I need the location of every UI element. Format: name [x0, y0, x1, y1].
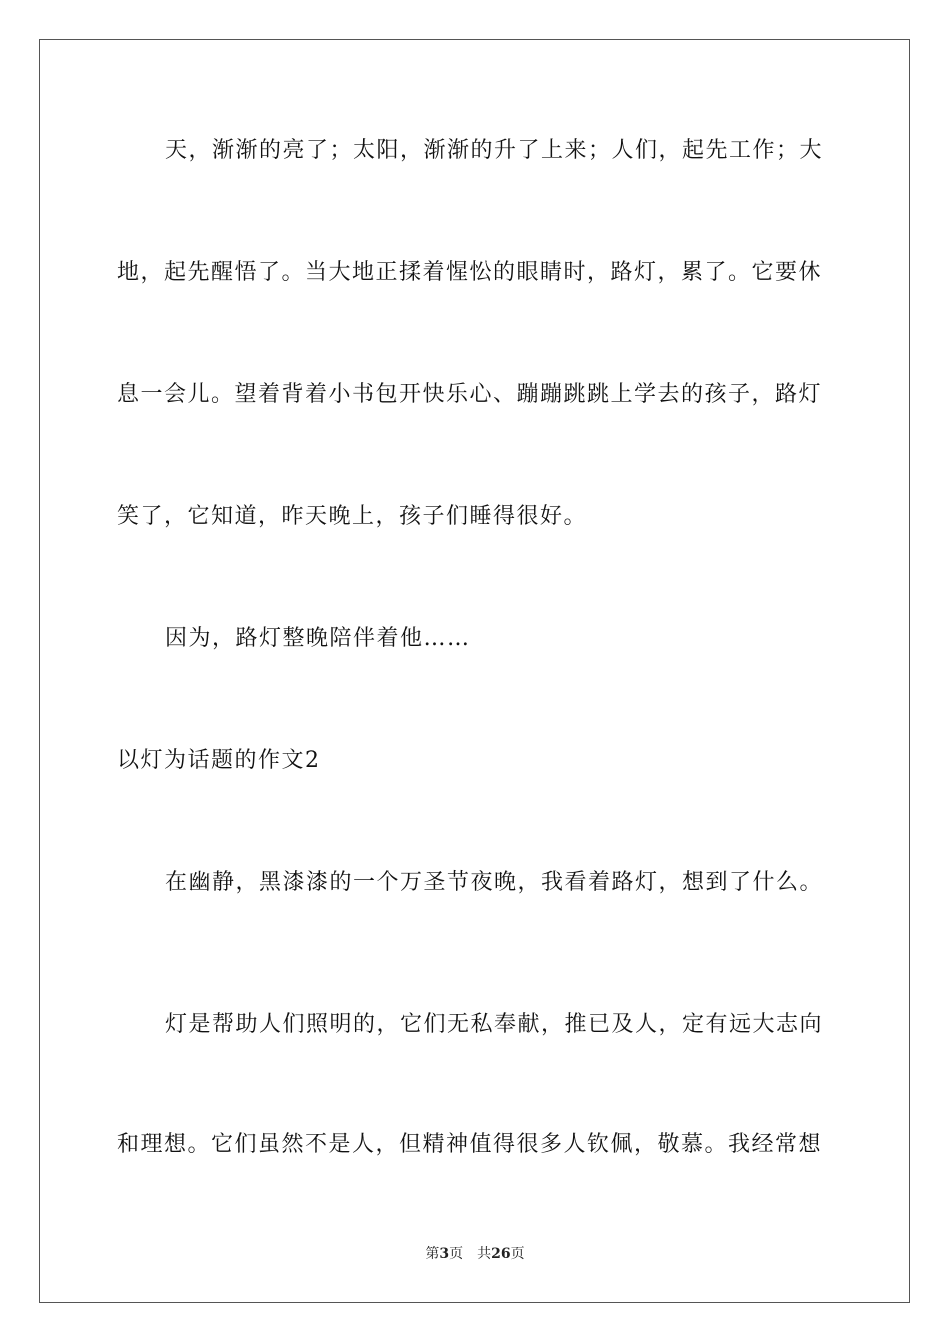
paragraph-1-line-2: 地，起先醒悟了。当大地正揉着惺忪的眼睛时，路灯，累了。它要休 [117, 260, 823, 285]
paragraph-1-line-4: 笑了，它知道，昨天晚上，孩子们睡得很好。 [117, 504, 588, 529]
footer-page-suffix: 页 [449, 1246, 464, 1262]
paragraph-4-line-1: 灯是帮助人们照明的，它们无私奉献，推已及人，定有远大志向 [165, 1012, 824, 1037]
footer-page-prefix: 第 [425, 1246, 440, 1262]
footer-page-number: 3 [439, 1246, 450, 1262]
section-title: 以灯为话题的作文2 [117, 748, 321, 773]
page-footer [0, 1244, 950, 1264]
paragraph-3-line-1: 在幽静，黑漆漆的一个万圣节夜晚，我看着路灯，想到了什么。 [165, 870, 824, 895]
paragraph-2-line-1: 因为，路灯整晚陪伴着他…… [165, 626, 471, 651]
page-border [39, 39, 910, 1303]
paragraph-1-line-1: 天，渐渐的亮了；太阳，渐渐的升了上来；人们，起先工作；大 [165, 138, 824, 163]
footer-total-pages: 26 [491, 1246, 511, 1262]
footer-total-prefix: 共 [477, 1246, 492, 1262]
footer-total-suffix: 页 [510, 1246, 525, 1262]
paragraph-1-line-3: 息一会儿。望着背着小书包开快乐心、蹦蹦跳跳上学去的孩子，路灯 [117, 382, 823, 407]
paragraph-4-line-2: 和理想。它们虽然不是人，但精神值得很多人钦佩，敬慕。我经常想 [117, 1132, 823, 1157]
